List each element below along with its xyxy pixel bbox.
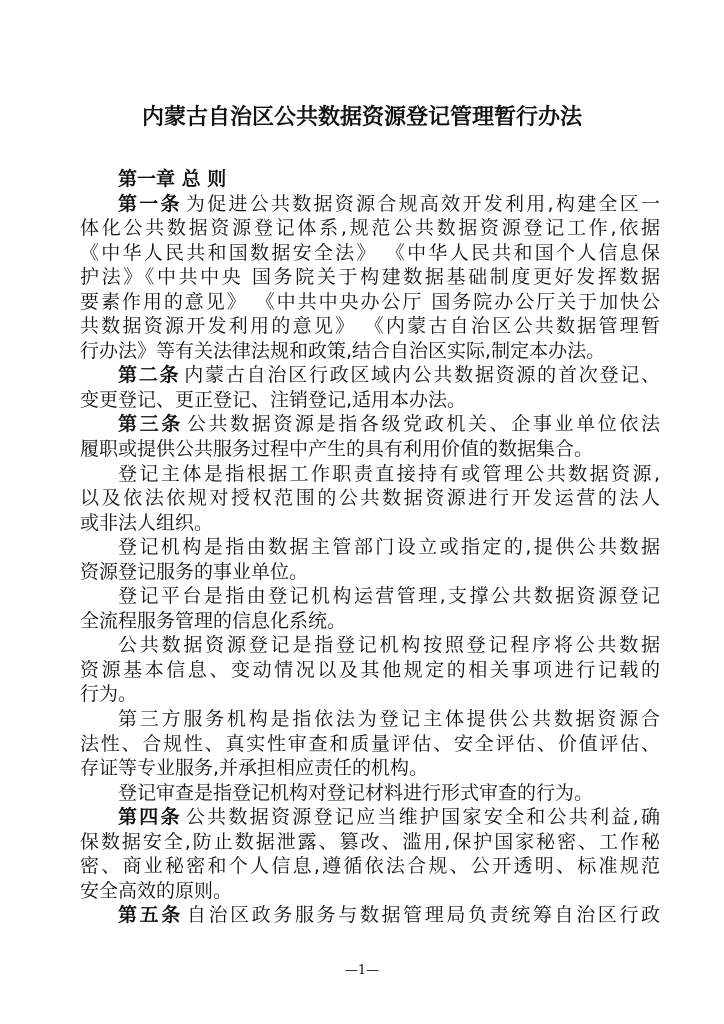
line-text: 登记审查是指登记机构对登记材料进行形式审查的行为。	[118, 781, 594, 804]
definition-paragraph	[80, 462, 660, 536]
line-text: 资源基本信息、变动情况以及其他规定的相关事项进行记载的	[80, 658, 660, 681]
line-text: 为促进公共数据资源合规高效开发利用,构建全区一	[185, 192, 660, 215]
text-line	[80, 314, 660, 339]
text-line	[80, 756, 660, 781]
text-line	[80, 854, 660, 879]
article-paragraph	[80, 805, 660, 903]
article-paragraph	[80, 363, 660, 412]
article-number: 第一条	[118, 192, 182, 215]
text-line	[80, 609, 660, 634]
text-line	[80, 412, 660, 437]
definition-paragraph	[80, 781, 660, 806]
text-line	[80, 805, 660, 830]
line-text: 行为。	[80, 683, 138, 706]
text-line	[80, 339, 660, 364]
line-text: 登记机构是指由数据主管部门设立或指定的,提供公共数据	[118, 536, 660, 559]
article-number: 第二条	[118, 364, 181, 387]
article-paragraph	[80, 903, 660, 928]
line-text: 登记主体是指根据工作职责直接持有或管理公共数据资源,	[118, 462, 660, 485]
line-text: 《中华人民共和国数据安全法》 《中华人民共和国个人信息保	[80, 241, 660, 264]
text-line	[80, 560, 660, 585]
text-line	[80, 437, 660, 462]
definition-paragraph	[80, 584, 660, 633]
text-line	[80, 830, 660, 855]
text-line	[80, 388, 660, 413]
line-text: 变更登记、更正登记、注销登记,适用本办法。	[80, 388, 467, 411]
article-number: 第四条	[118, 806, 182, 829]
line-text: 履职或提供公共服务过程中产生的具有利用价值的数据集合。	[80, 438, 594, 461]
page-number: —1—	[344, 962, 380, 978]
text-line	[80, 192, 660, 217]
line-text: 资源登记服务的事业单位。	[80, 560, 309, 583]
line-text: 登记平台是指由登记机构运营管理,支撑公共数据资源登记	[118, 585, 660, 608]
line-text: 法性、合规性、真实性审查和质量评估、安全评估、价值评估、	[80, 732, 660, 755]
article-number: 第三条	[118, 413, 183, 436]
text-line	[80, 879, 660, 904]
line-text: 共数据资源开发利用的意见》 《内蒙古自治区公共数据管理暂	[80, 315, 660, 338]
definition-paragraph	[80, 707, 660, 781]
line-text: 安全高效的原则。	[80, 879, 233, 902]
chapter-heading: 第一章 总 则	[118, 168, 227, 190]
line-text: 公共数据资源登记是指登记机构按照登记程序将公共数据	[118, 634, 660, 657]
line-text: 体化公共数据资源登记体系,规范公共数据资源登记工作,依据	[80, 217, 660, 240]
line-text: 第三方服务机构是指依法为登记主体提供公共数据资源合	[118, 708, 660, 731]
text-line	[80, 462, 660, 487]
line-text: 自治区政务服务与数据管理局负责统筹自治区行政	[186, 904, 660, 927]
text-line	[80, 707, 660, 732]
text-line	[80, 216, 660, 241]
definition-paragraph	[80, 535, 660, 584]
text-line	[80, 486, 660, 511]
text-line	[80, 363, 660, 388]
article-number: 第五条	[118, 904, 183, 927]
line-text: 以及依法依规对授权范围的公共数据资源进行开发运营的法人	[80, 487, 660, 510]
line-text: 密、商业秘密和个人信息,遵循依法合规、公开透明、标准规范	[80, 855, 660, 878]
line-text: 全流程服务管理的信息化系统。	[80, 609, 347, 632]
definition-paragraph	[80, 633, 660, 707]
line-text: 或非法人组织。	[80, 511, 214, 534]
text-line	[80, 290, 660, 315]
line-text: 行办法》等有关法律法规和政策,结合自治区实际,制定本办法。	[80, 339, 606, 362]
text-line	[80, 511, 660, 536]
text-line	[80, 658, 660, 683]
line-text: 要素作用的意见》 《中共中央办公厅 国务院办公厅关于加快公	[80, 290, 660, 313]
text-line	[80, 732, 660, 757]
line-text: 公共数据资源是指各级党政机关、企事业单位依法	[186, 413, 660, 436]
document-body	[80, 167, 660, 928]
text-line	[80, 584, 660, 609]
line-text: 保数据安全,防止数据泄露、篡改、滥用,保护国家秘密、工作秘	[80, 830, 660, 853]
line-text: 护法》《中共中央 国务院关于构建数据基础制度更好发挥数据	[80, 266, 660, 289]
text-line	[80, 903, 660, 928]
text-line	[80, 633, 660, 658]
text-line	[80, 781, 660, 806]
text-line	[80, 535, 660, 560]
text-line	[80, 241, 660, 266]
line-text: 公共数据资源登记应当维护国家安全和公共利益,确	[185, 806, 660, 829]
text-line	[80, 265, 660, 290]
line-text: 存证等专业服务,并承担相应责任的机构。	[80, 757, 429, 780]
article-paragraph	[80, 192, 660, 364]
article-paragraph	[80, 412, 660, 461]
text-line	[80, 682, 660, 707]
document-title: 内蒙古自治区公共数据资源登记管理暂行办法	[141, 105, 582, 130]
line-text: 内蒙古自治区行政区域内公共数据资源的首次登记、	[184, 364, 660, 387]
